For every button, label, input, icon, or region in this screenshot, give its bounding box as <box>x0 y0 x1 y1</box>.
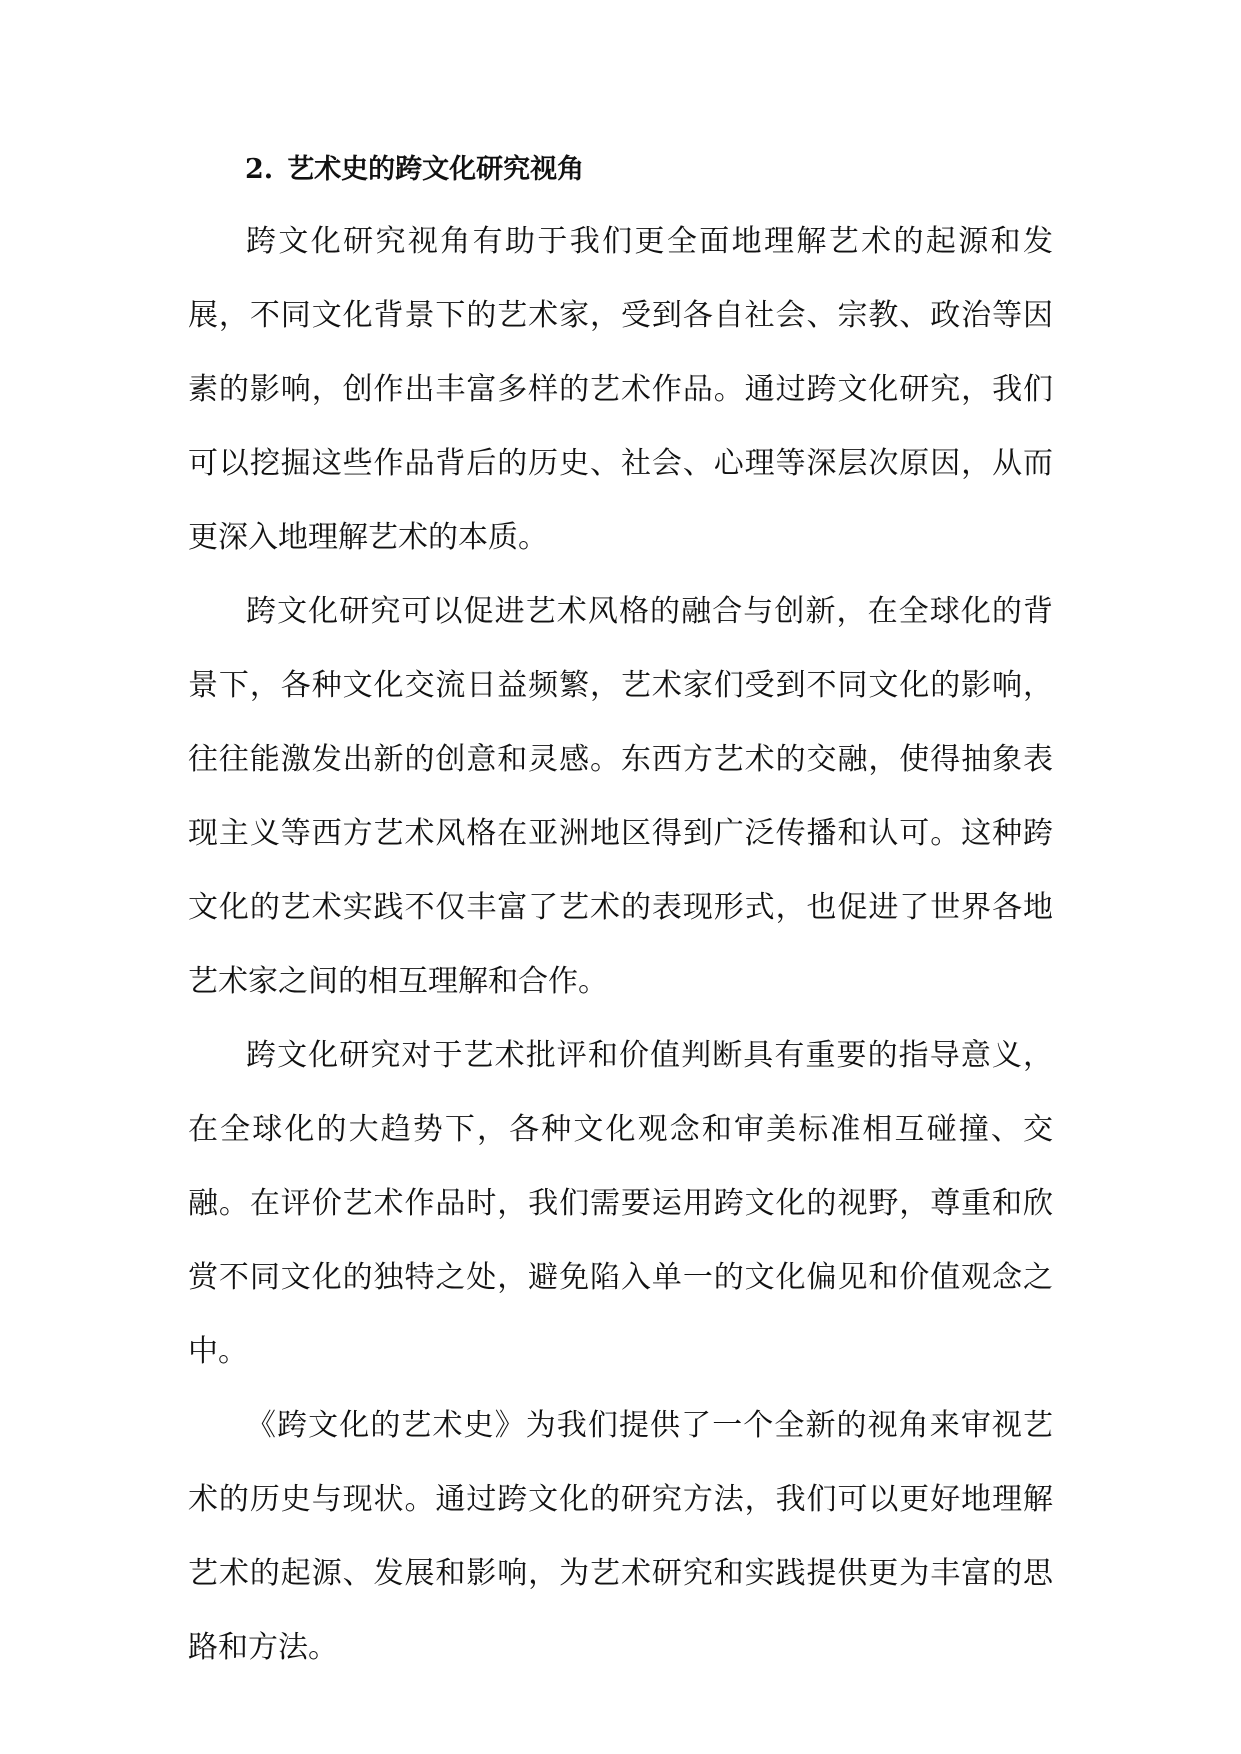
paragraph-4: 《跨文化的艺术史》为我们提供了一个全新的视角来审视艺术的历史与现状。通过跨文化的研究方法，我们可以更好地理解艺术的起源、发展和影响，为艺术研究和实践提供更为丰富的思路和方法。 <box>188 1408 1053 1665</box>
section-title: 艺术史的跨文化研究视角 <box>287 154 585 185</box>
document-body <box>188 140 1053 1685</box>
paragraph-3: 跨文化研究对于艺术批评和价值判断具有重要的指导意义，在全球化的大趋势下，各种文化观念和审美标准相互碰撞、交融。在评价艺术作品时，我们需要运用跨文化的视野，尊重和欣赏不同文化的独特之处，避免陷入单一的文化偏见和价值观念之中。 <box>188 1038 1053 1369</box>
section-number: 2. <box>245 154 274 185</box>
paragraph-1: 跨文化研究视角有助于我们更全面地理解艺术的起源和发展，不同文化背景下的艺术家，受到各自社会、宗教、政治等因素的影响，创作出丰富多样的艺术作品。通过跨文化研究，我们可以挖掘这些作品背后的历史、社会、心理等深层次原因，从而更深入地理解艺术的本质。 <box>188 224 1053 555</box>
section-heading <box>245 140 1053 200</box>
paragraph-2: 跨文化研究可以促进艺术风格的融合与创新，在全球化的背景下，各种文化交流日益频繁，艺术家们受到不同文化的影响，往往能激发出新的创意和灵感。东西方艺术的交融，使得抽象表现主义等西方艺术风格在亚洲地区得到广泛传播和认可。这种跨文化的艺术实践不仅丰富了艺术的表现形式，也促进了世界各地艺术家之间的相互理解和合作。 <box>188 594 1053 999</box>
